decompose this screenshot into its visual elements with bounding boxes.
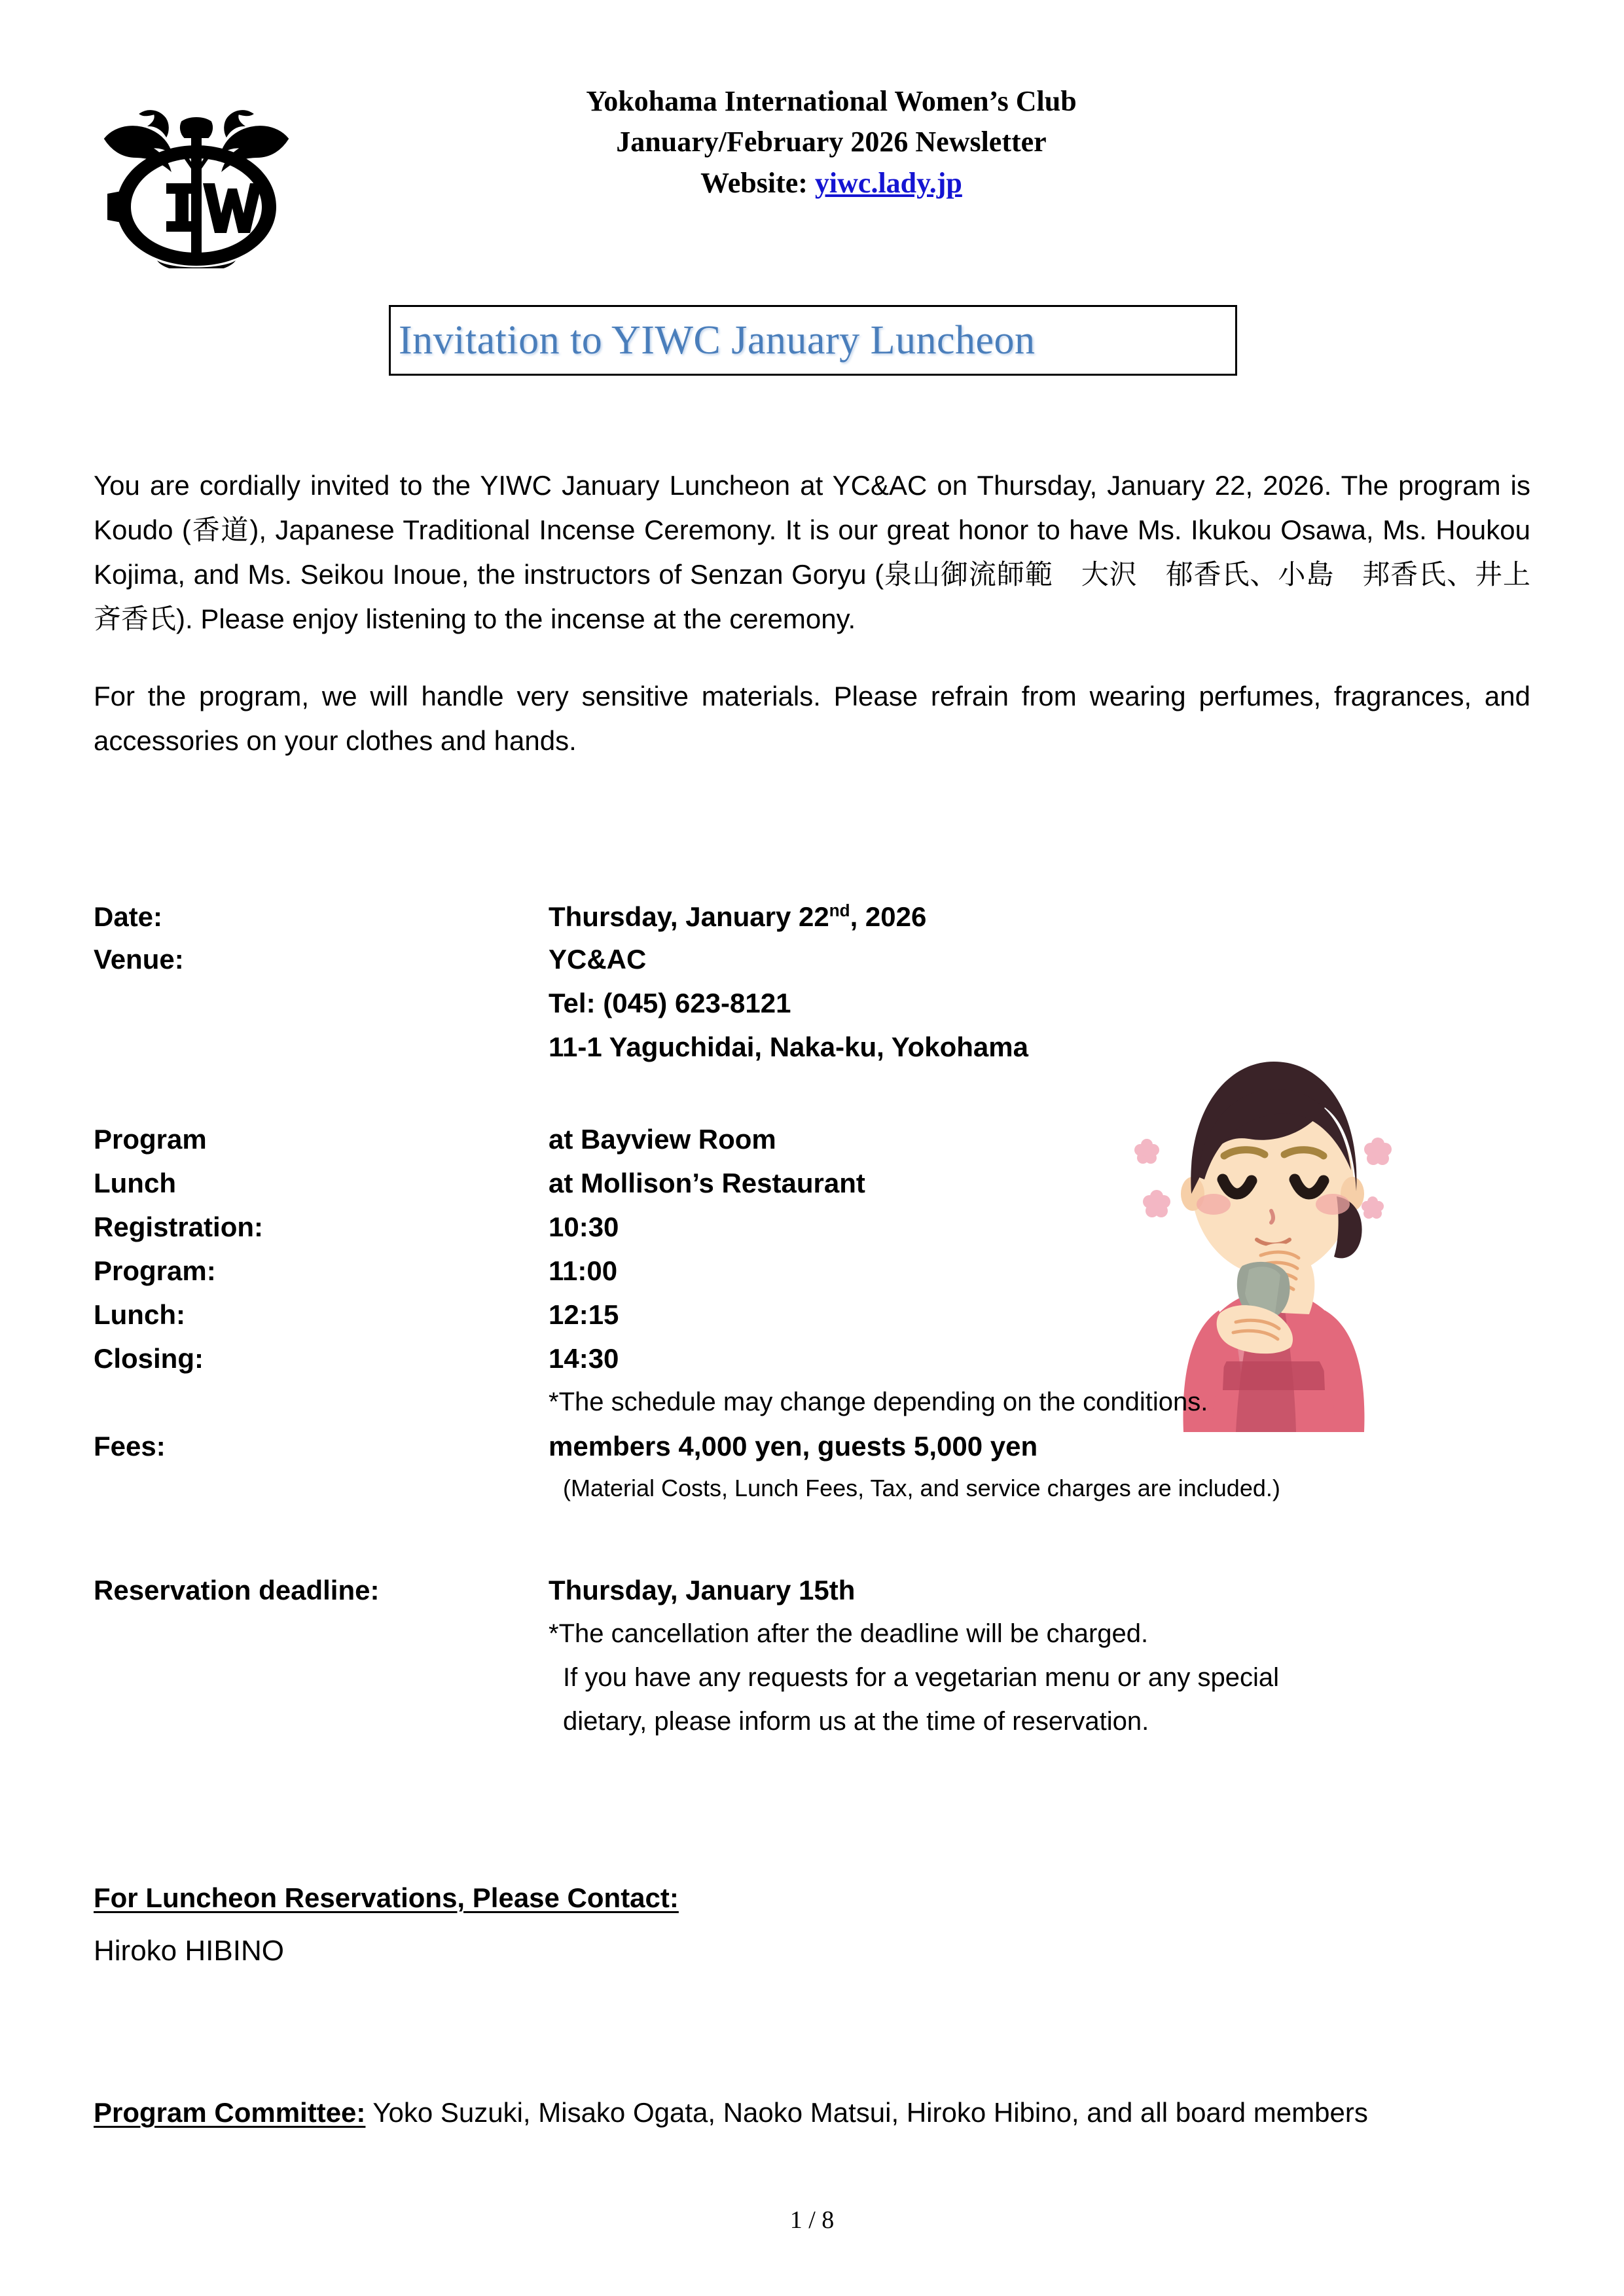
- detail-row-deadline-note-3: [94, 1708, 1530, 1752]
- detail-row-date: [94, 902, 1530, 946]
- venue-address: 11-1 Yaguchidai, Naka-ku, Yokohama: [549, 1031, 1028, 1062]
- committee-heading: Program Committee:: [94, 2097, 366, 2128]
- detail-row-program-place: [94, 1126, 1530, 1170]
- contact-name: Hiroko HIBINO: [94, 1935, 284, 1967]
- date-ordinal: nd: [829, 901, 850, 920]
- program-value: at Bayview Room: [549, 1124, 776, 1155]
- detail-row-lunch-time: [94, 1301, 1530, 1345]
- venue-value: YC&AC: [549, 944, 647, 975]
- detail-row-deadline-note-1: [94, 1621, 1530, 1664]
- event-details: [94, 902, 1530, 1752]
- program-time-value: 11:00: [549, 1255, 618, 1286]
- page-title: Invitation to YIWC January Luncheon: [399, 317, 1036, 363]
- program-committee: [94, 2090, 1530, 2135]
- lunch-time-value: 12:15: [549, 1299, 619, 1330]
- contact-heading: For Luncheon Reservations, Please Contact:: [94, 1882, 679, 1913]
- date-value-suffix: , 2026: [850, 901, 927, 932]
- intro-body: [94, 463, 1559, 763]
- schedule-note: *The schedule may change depending on the conditions.: [549, 1388, 1208, 1416]
- detail-row-program-time: [94, 1257, 1530, 1301]
- deadline-note-1: *The cancellation after the deadline will be charged.: [549, 1619, 1149, 1648]
- detail-row-registration: [94, 1213, 1530, 1257]
- fees-label: Fees:: [94, 1431, 166, 1462]
- detail-row-deadline-note-2: [94, 1664, 1530, 1708]
- program-time-label: Program:: [94, 1255, 216, 1286]
- intro-paragraph-2: For the program, we will handle very sensitive materials. Please refrain from wearing perfumes, fragrances, and accessories on your clothes and hands.: [94, 681, 1530, 757]
- date-value-prefix: Thursday, January 22: [549, 901, 829, 932]
- closing-value: 14:30: [549, 1343, 619, 1374]
- document-header: [0, 71, 1624, 267]
- fees-value: members 4,000 yen, guests 5,000 yen: [549, 1431, 1038, 1462]
- registration-label: Registration:: [94, 1211, 264, 1242]
- detail-row-fees: [94, 1433, 1530, 1477]
- date-label: Date:: [94, 901, 163, 932]
- deadline-value: Thursday, January 15th: [549, 1575, 856, 1605]
- spacer-1: [94, 1077, 1530, 1126]
- venue-label: Venue:: [94, 944, 184, 975]
- detail-row-fees-note: [94, 1477, 1530, 1520]
- closing-label: Closing:: [94, 1343, 204, 1374]
- spacer-2: [94, 1520, 1530, 1577]
- newsletter-issue: January/February 2026 Newsletter: [616, 126, 1047, 158]
- org-name: Yokohama International Women’s Club: [586, 85, 1077, 117]
- lunch-place-label: Lunch: [94, 1168, 176, 1198]
- detail-row-schedule-note: [94, 1389, 1530, 1433]
- registration-value: 10:30: [549, 1211, 619, 1242]
- lunch-place-value: at Mollison’s Restaurant: [549, 1168, 865, 1198]
- program-label: Program: [94, 1124, 207, 1155]
- reservation-contact: [94, 1882, 1530, 1967]
- detail-row-tel: [94, 990, 1530, 1033]
- page-number: 1 / 8: [789, 2206, 835, 2234]
- detail-row-address: [94, 1033, 1530, 1077]
- detail-row-closing: [94, 1345, 1530, 1389]
- detail-row-venue: [94, 946, 1530, 990]
- lunch-time-label: Lunch:: [94, 1299, 185, 1330]
- yiwc-logo-icon: [98, 85, 295, 268]
- invitation-title-box: [389, 305, 1237, 376]
- committee-members: Yoko Suzuki, Misako Ogata, Naoko Matsui, Hiroko Hibino, and all board members: [365, 2097, 1368, 2128]
- deadline-note-3: dietary, please inform us at the time of reservation.: [563, 1707, 1149, 1736]
- deadline-note-2: If you have any requests for a vegetarian menu or any special: [563, 1663, 1279, 1692]
- detail-row-lunch-place: [94, 1170, 1530, 1213]
- date-value: [549, 902, 1530, 931]
- detail-row-deadline: [94, 1577, 1530, 1621]
- website-line: [406, 163, 1257, 204]
- page-footer: [0, 2206, 1624, 2234]
- fees-note: (Material Costs, Lunch Fees, Tax, and service charges are included.): [563, 1475, 1280, 1501]
- website-link[interactable]: yiwc.lady.jp: [814, 166, 962, 199]
- header-title-block: [406, 81, 1257, 204]
- venue-tel: Tel: (045) 623-8121: [549, 988, 791, 1018]
- website-label: Website:: [700, 166, 808, 199]
- intro-paragraph-1: You are cordially invited to the YIWC January Luncheon at YC&AC on Thursday, January 22, 2026. The program is Koudo (香道), Japanese Traditional Incense Ceremony. It is our great honor to have Ms. Ikukou Osawa, Ms. Houkou Kojima, and Ms. Seikou Inoue, the instructors of Senzan Goryu (泉山御流師範 大沢 郁香氏、小島 邦香氏、井上 斉香氏). Please enjoy listening to the incense at the ceremony.: [94, 470, 1559, 635]
- deadline-label: Reservation deadline:: [94, 1575, 380, 1605]
